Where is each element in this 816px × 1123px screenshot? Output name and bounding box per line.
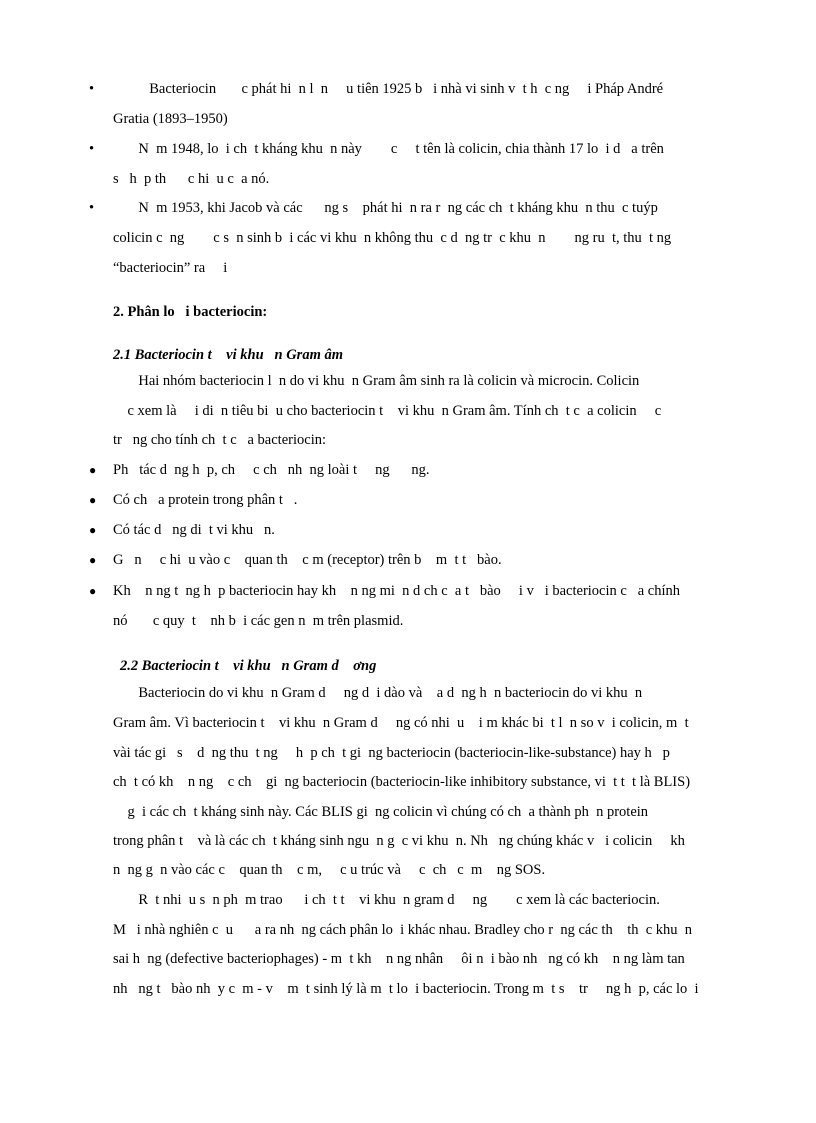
- history-line: Gratia (1893–1950): [113, 111, 228, 127]
- list-item: Có ch a protein trong phân t .: [113, 492, 298, 508]
- bullet-icon: ●: [89, 493, 97, 507]
- subsection-heading: 2.2 Bacteriocin t vi khu n Gram d ơng: [120, 658, 377, 674]
- list-item: Kh n ng t ng h p bacteriocin hay kh n ng mi n d ch c a t bào i v i bacteriocin c a chính: [113, 583, 680, 599]
- paragraph-line: g i các ch t kháng sinh này. Các BLIS gi ng colicin vì chúng có ch a thành ph n protein: [113, 804, 649, 820]
- paragraph-line: trong phân t và là các ch t kháng sinh ngu n g c vi khu n. Nh ng chúng khác v i colicin kh: [113, 833, 685, 849]
- paragraph-line: c xem là i di n tiêu bi u cho bacteriocin t vi khu n Gram âm. Tính ch t c a colicin c: [113, 403, 662, 419]
- paragraph-line: Bacteriocin do vi khu n Gram d ng d i dào và a d ng h n bacteriocin do vi khu n: [113, 685, 643, 701]
- history-line: “bacteriocin” ra i: [113, 260, 228, 276]
- bullet-icon: ●: [89, 463, 97, 477]
- paragraph-line: n ng g n vào các c quan th c m, c u trúc và c ch c m ng SOS.: [113, 862, 546, 878]
- paragraph-line: Gram âm. Vì bacteriocin t vi khu n Gram d ng có nhi u i m khác bi t l n so v i colicin, m t: [113, 715, 689, 731]
- bullet-icon: •: [89, 200, 95, 216]
- bullet-icon: •: [89, 81, 95, 97]
- history-line: N m 1953, khi Jacob và các ng s phát hi n ra r ng các ch t kháng khu n thu c tuýp: [113, 200, 658, 216]
- list-item: Có tác d ng di t vi khu n.: [113, 522, 275, 538]
- history-line: Bacteriocin c phát hi n l n u tiên 1925 b i nhà vi sinh v t h c ng i Pháp André: [113, 81, 664, 97]
- history-line: N m 1948, lo i ch t kháng khu n này c t tên là colicin, chia thành 17 lo i d a trên: [113, 141, 664, 157]
- bullet-icon: ●: [89, 523, 97, 537]
- paragraph-line: ch t có kh n ng c ch gi ng bacteriocin (bacteriocin-like inhibitory substance, vi t t t là BLIS): [113, 774, 691, 790]
- history-line: colicin c ng c s n sinh b i các vi khu n không thu c d ng tr c khu n ng ru t, thu t ng: [113, 230, 672, 246]
- paragraph-line: M i nhà nghiên c u a ra nh ng cách phân lo i khác nhau. Bradley cho r ng các th th c khu n: [113, 922, 693, 938]
- subsection-heading: 2.1 Bacteriocin t vi khu n Gram âm: [113, 347, 344, 363]
- section-heading: 2. Phân lo i bacteriocin:: [113, 304, 268, 320]
- bullet-icon: ●: [89, 584, 97, 598]
- paragraph-line: R t nhi u s n ph m trao i ch t t vi khu n gram d ng c xem là các bacteriocin.: [113, 892, 660, 908]
- list-item: nó c quy t nh b i các gen n m trên plasmid.: [113, 613, 404, 629]
- paragraph-line: vài tác gi s d ng thu t ng h p ch t gi ng bacteriocin (bacteriocin-like-substance) hay h p: [113, 745, 670, 761]
- list-item: Ph tác d ng h p, ch c ch nh ng loài t ng ng.: [113, 462, 430, 478]
- list-item: G n c hi u vào c quan th c m (receptor) trên b m t t bào.: [113, 552, 502, 568]
- paragraph-line: Hai nhóm bacteriocin l n do vi khu n Gram âm sinh ra là colicin và microcin. Colicin: [113, 373, 640, 389]
- paragraph-line: sai h ng (defective bacteriophages) - m t kh n ng nhân ôi n i bào nh ng có kh n ng làm tan: [113, 951, 685, 967]
- bullet-icon: •: [89, 141, 95, 157]
- paragraph-line: nh ng t bào nh y c m - v m t sinh lý là m t lo i bacteriocin. Trong m t s tr ng h p, các lo i: [113, 981, 699, 997]
- paragraph-line: tr ng cho tính ch t c a bacteriocin:: [113, 432, 326, 448]
- history-line: s h p th c hi u c a nó.: [113, 171, 270, 187]
- bullet-icon: ●: [89, 553, 97, 567]
